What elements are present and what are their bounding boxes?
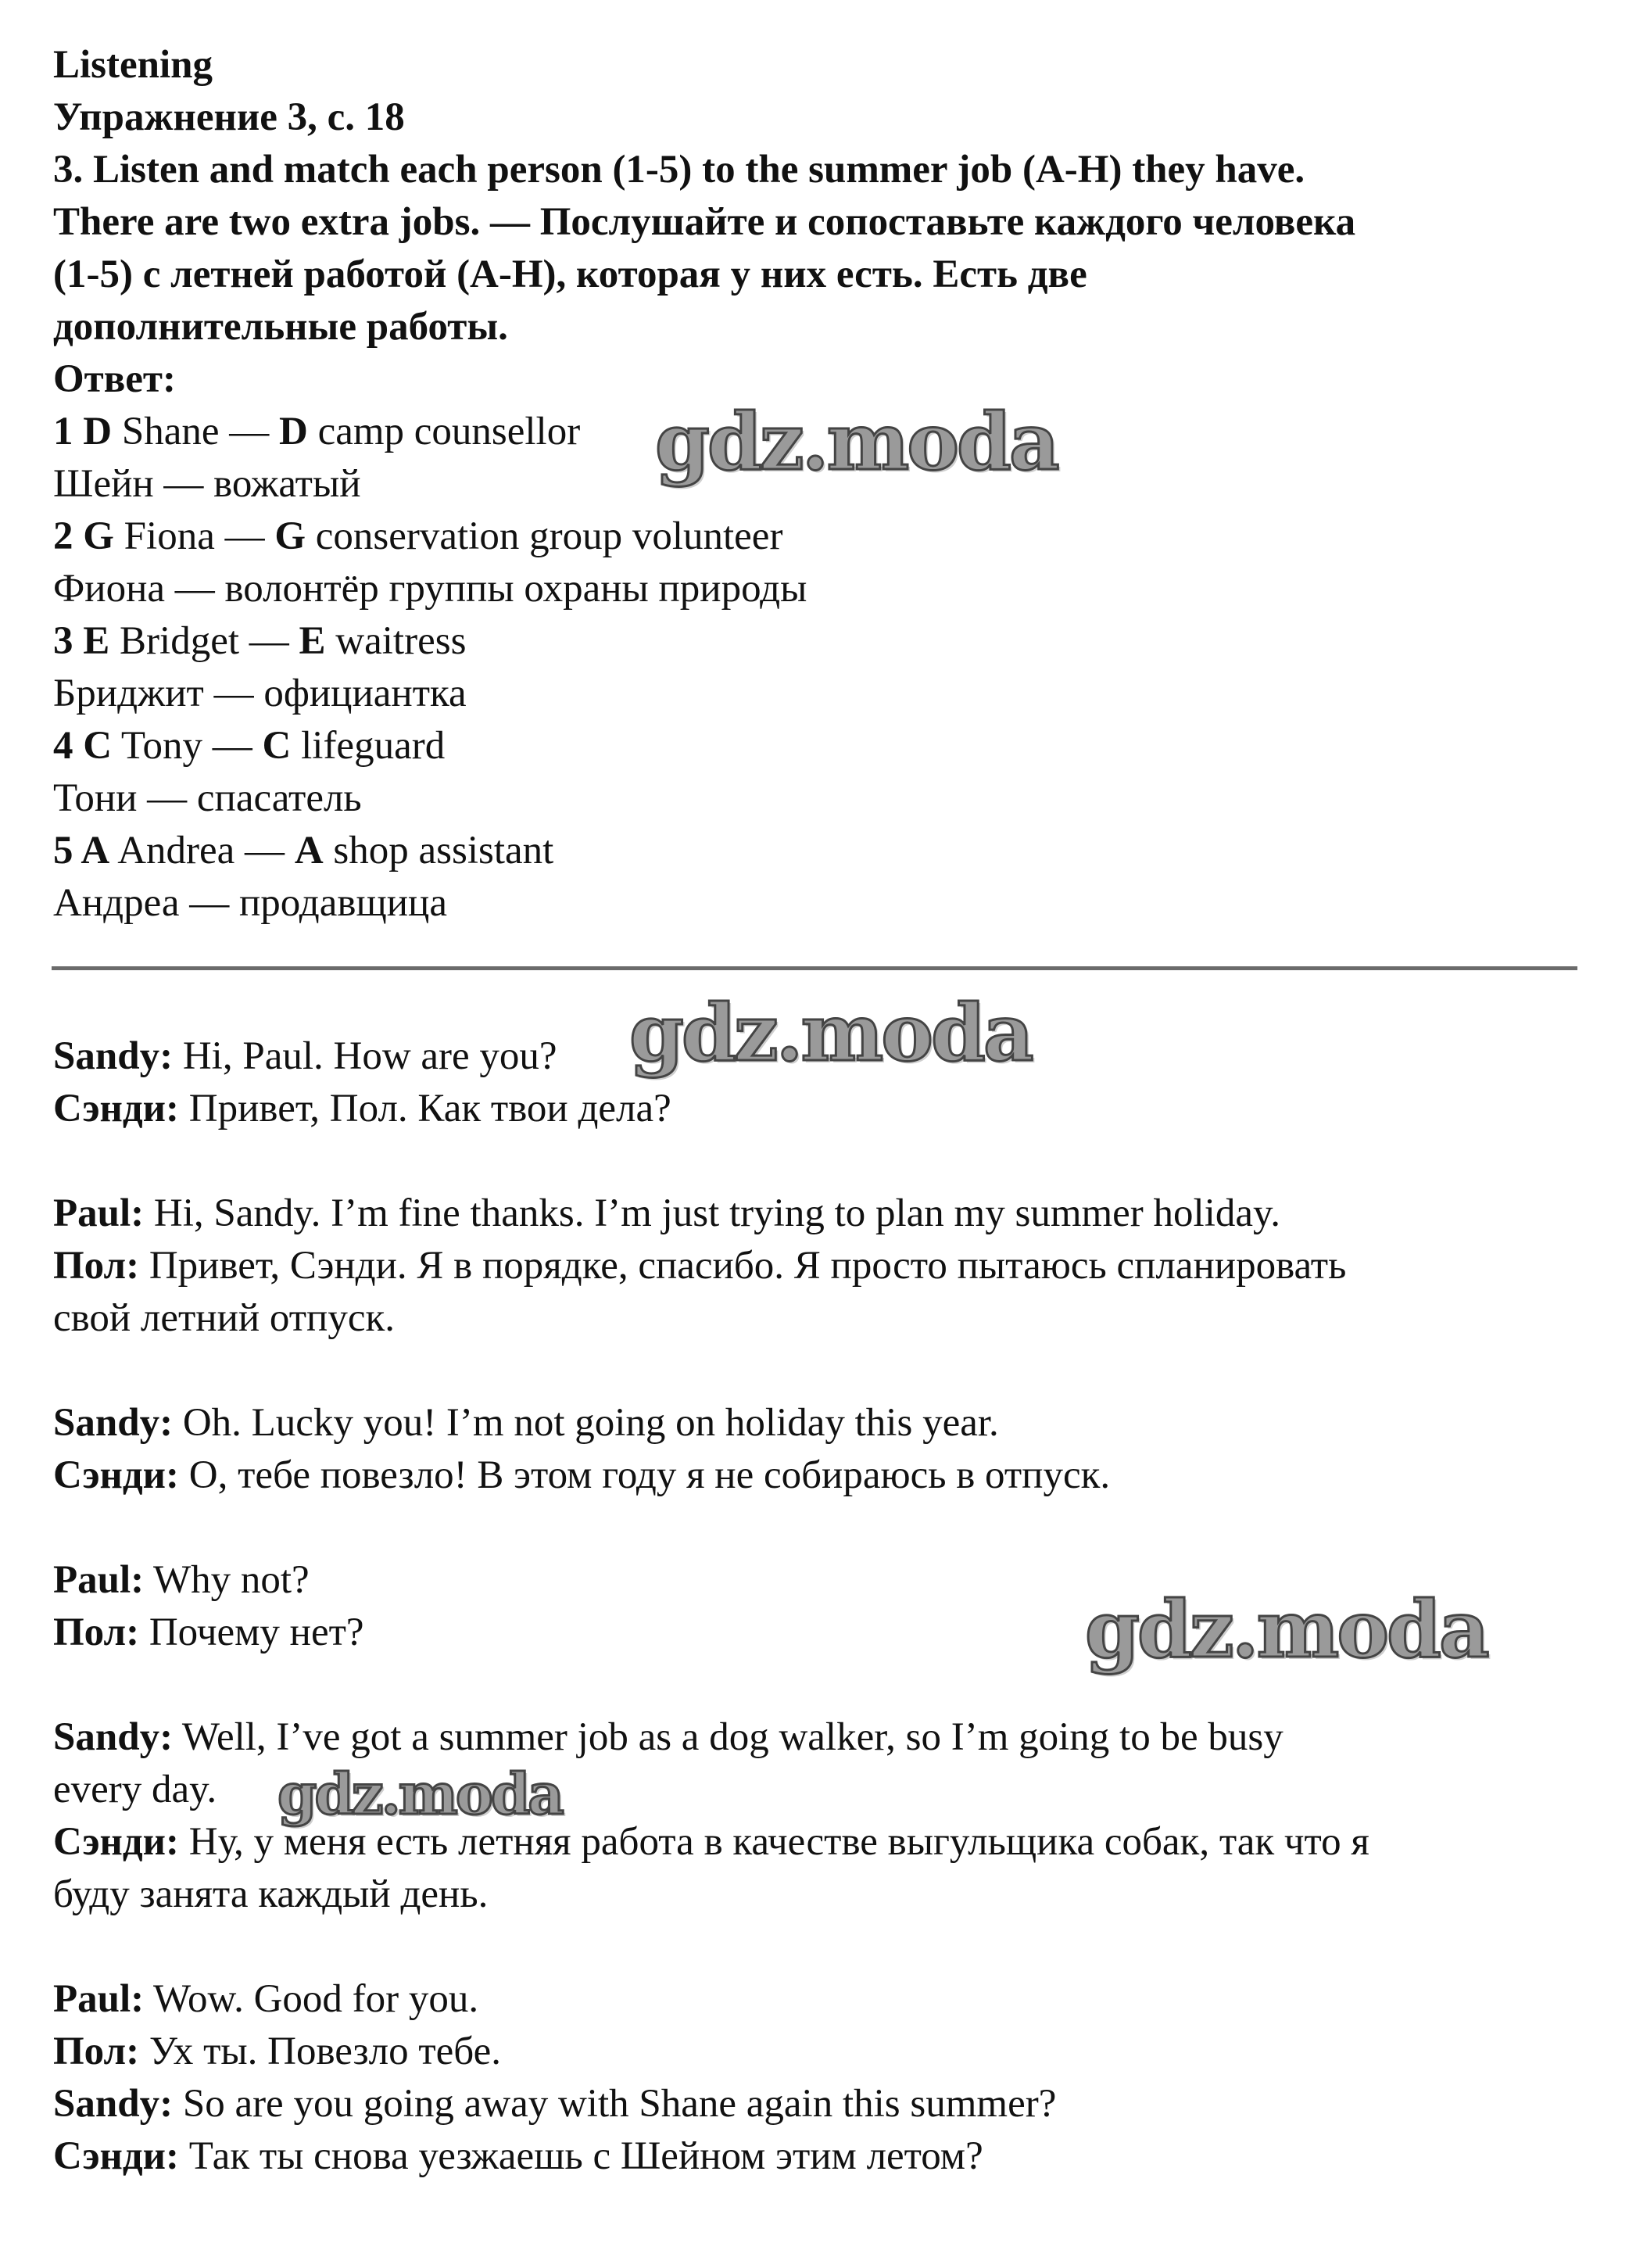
speaker-label: Paul: bbox=[53, 1191, 145, 1235]
dialogue-line bbox=[53, 1607, 364, 1658]
answer-key: 1 D bbox=[53, 410, 113, 453]
answer-line bbox=[53, 511, 782, 562]
answer-line bbox=[53, 825, 553, 876]
speaker-label: Пол: bbox=[53, 2030, 140, 2073]
speaker-label: Sandy: bbox=[53, 1034, 174, 1078]
answer-name: Bridget — bbox=[109, 619, 299, 663]
dialogue-line bbox=[53, 1449, 1110, 1501]
answer-letter: C bbox=[262, 724, 292, 768]
answer-letter: G bbox=[274, 514, 306, 558]
watermark-logo: gdz.moda bbox=[629, 987, 1032, 1079]
answer-translation: Фиона — волонтёр группы охраны природы bbox=[53, 567, 807, 611]
answer-key: 2 G bbox=[53, 514, 114, 558]
speaker-label: Paul: bbox=[53, 1558, 145, 1602]
dialogue-continuation: свой летний отпуск. bbox=[53, 1296, 395, 1340]
answer-job: camp counsellor bbox=[307, 410, 581, 453]
dialogue-line bbox=[53, 2078, 1056, 2130]
section-divider bbox=[52, 966, 1577, 970]
dialogue-text: Why not? bbox=[144, 1558, 310, 1602]
speaker-label: Sandy: bbox=[53, 2082, 174, 2126]
dialogue-continuation: буду занята каждый день. bbox=[53, 1872, 489, 1916]
section-title: Listening bbox=[53, 43, 213, 87]
answer-line bbox=[53, 720, 445, 772]
speaker-label: Sandy: bbox=[53, 1715, 174, 1759]
answer-name: Fiona — bbox=[113, 514, 275, 558]
answer-job: lifeguard bbox=[291, 724, 446, 768]
dialogue-line bbox=[53, 1030, 557, 1082]
answer-label: Ответ: bbox=[53, 357, 176, 401]
answer-line bbox=[53, 406, 580, 457]
dialogue-line bbox=[53, 1240, 1346, 1292]
answer-translation: Бриджит — официантка bbox=[53, 672, 467, 715]
answer-name: Andrea — bbox=[109, 829, 295, 872]
watermark-logo: gdz.moda bbox=[1085, 1583, 1488, 1675]
answer-letter: E bbox=[299, 619, 326, 663]
answer-translation: Шейн — вожатый bbox=[53, 462, 361, 506]
answer-translation: Андреа — продавщица bbox=[53, 881, 447, 925]
speaker-label: Пол: bbox=[53, 1244, 140, 1288]
answer-line bbox=[53, 615, 466, 667]
speaker-label: Сэнди: bbox=[53, 1087, 180, 1130]
answer-translation: Тони — спасатель bbox=[53, 776, 362, 820]
task-line-1: 3. Listen and match each person (1-5) to the summer job (A-H) they have. bbox=[53, 148, 1305, 192]
answer-job: conservation group volunteer bbox=[306, 514, 783, 558]
speaker-label: Сэнди: bbox=[53, 1453, 180, 1497]
task-line-2: There are two extra jobs. — Послушайте и сопоставьте каждого человека bbox=[53, 200, 1356, 244]
watermark-logo: gdz.moda bbox=[655, 396, 1058, 488]
speaker-label: Пол: bbox=[53, 1611, 140, 1654]
dialogue-line bbox=[53, 1188, 1280, 1239]
dialogue-text: So are you going away with Shane again this summer? bbox=[173, 2082, 1057, 2126]
answer-job: shop assistant bbox=[323, 829, 554, 872]
dialogue-text: Привет, Пол. Как твои дела? bbox=[179, 1087, 671, 1130]
watermark-logo: gdz.moda bbox=[277, 1761, 562, 1827]
dialogue-line bbox=[53, 1554, 310, 1606]
dialogue-line bbox=[53, 1397, 999, 1449]
speaker-label: Сэнди: bbox=[53, 2134, 180, 2178]
answer-name: Shane — bbox=[112, 410, 279, 453]
dialogue-line bbox=[53, 1083, 671, 1134]
dialogue-text: Oh. Lucky you! I’m not going on holiday this year. bbox=[173, 1401, 999, 1445]
answer-key: 5 A bbox=[53, 829, 110, 872]
dialogue-text: Hi, Sandy. I’m fine thanks. I’m just trying to plan my summer holiday. bbox=[144, 1191, 1280, 1235]
dialogue-line bbox=[53, 2130, 983, 2182]
answer-letter: D bbox=[278, 410, 308, 453]
answer-letter: A bbox=[294, 829, 324, 872]
dialogue-line bbox=[53, 1711, 1284, 1763]
speaker-label: Sandy: bbox=[53, 1401, 174, 1445]
dialogue-text: Так ты снова уезжаешь с Шейном этим летом? bbox=[179, 2134, 983, 2178]
answer-key: 3 E bbox=[53, 619, 110, 663]
answer-key: 4 C bbox=[53, 724, 113, 768]
dialogue-text: Почему нет? bbox=[139, 1611, 364, 1654]
dialogue-text: Ну, у меня есть летняя работа в качестве выгульщика собак, так что я bbox=[179, 1820, 1369, 1864]
speaker-label: Paul: bbox=[53, 1977, 145, 2021]
dialogue-line bbox=[53, 1816, 1369, 1868]
dialogue-continuation: every day. bbox=[53, 1768, 217, 1811]
dialogue-line bbox=[53, 2026, 501, 2077]
dialogue-text: О, тебе повезло! В этом году я не собираюсь в отпуск. bbox=[179, 1453, 1111, 1497]
dialogue-line bbox=[53, 1973, 478, 2025]
answer-job: waitress bbox=[325, 619, 467, 663]
answer-name: Tony — bbox=[112, 724, 263, 768]
dialogue-text: Привет, Сэнди. Я в порядке, спасибо. Я просто пытаюсь спланировать bbox=[139, 1244, 1347, 1288]
task-line-3: (1-5) с летней работой (A-H), которая у них есть. Есть две bbox=[53, 253, 1087, 296]
dialogue-text: Ух ты. Повезло тебе. bbox=[139, 2030, 501, 2073]
dialogue-text: Well, I’ve got a summer job as a dog walker, so I’m going to be busy bbox=[173, 1715, 1284, 1759]
dialogue-text: Hi, Paul. How are you? bbox=[173, 1034, 557, 1078]
exercise-title: Упражнение 3, с. 18 bbox=[53, 95, 405, 139]
task-line-4: дополнительные работы. bbox=[53, 305, 508, 349]
dialogue-text: Wow. Good for you. bbox=[144, 1977, 479, 2021]
speaker-label: Сэнди: bbox=[53, 1820, 180, 1864]
